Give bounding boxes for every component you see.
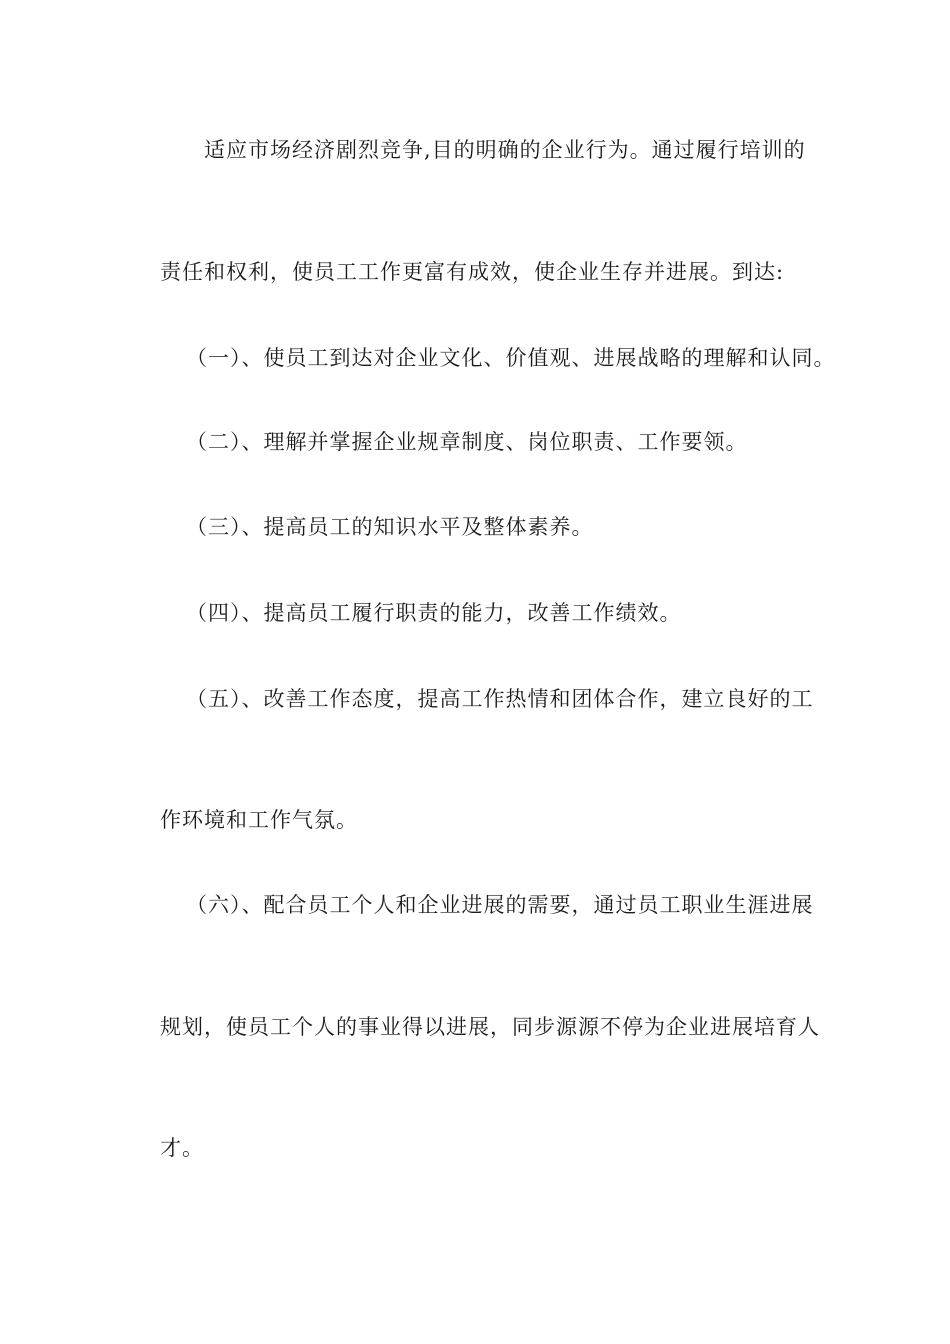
list-item-6-line-3: 才。: [160, 1136, 204, 1160]
list-item-5-line-1: （五）、改善工作态度，提高工作热情和团体合作，建立良好的工: [186, 687, 814, 711]
list-item-6-line-1: （六）、配合员工个人和企业进展的需要，通过员工职业生涯进展: [186, 893, 814, 917]
list-item-5-line-2: 作环境和工作气氛。: [160, 808, 358, 832]
list-item-6-line-2: 规划，使员工个人的事业得以进展，同步源源不停为企业进展培育人: [160, 1015, 820, 1039]
list-item-1: （一）、使员工到达对企业文化、价值观、进展战略的理解和认同。: [186, 346, 836, 370]
list-item-4: （四）、提高员工履行职责的能力，改善工作绩效。: [186, 601, 682, 625]
paragraph-line-2: 责任和权利，使员工工作更富有成效，使企业生存并进展。到达:: [160, 260, 785, 284]
list-item-2: （二）、理解并掌握企业规章制度、岗位职责、工作要领。: [186, 430, 748, 454]
list-item-3: （三）、提高员工的知识水平及整体素养。: [186, 515, 594, 539]
paragraph-line-1: 适应市场经济剧烈竞争,目的明确的企业行为。通过履行培训的: [204, 138, 806, 162]
